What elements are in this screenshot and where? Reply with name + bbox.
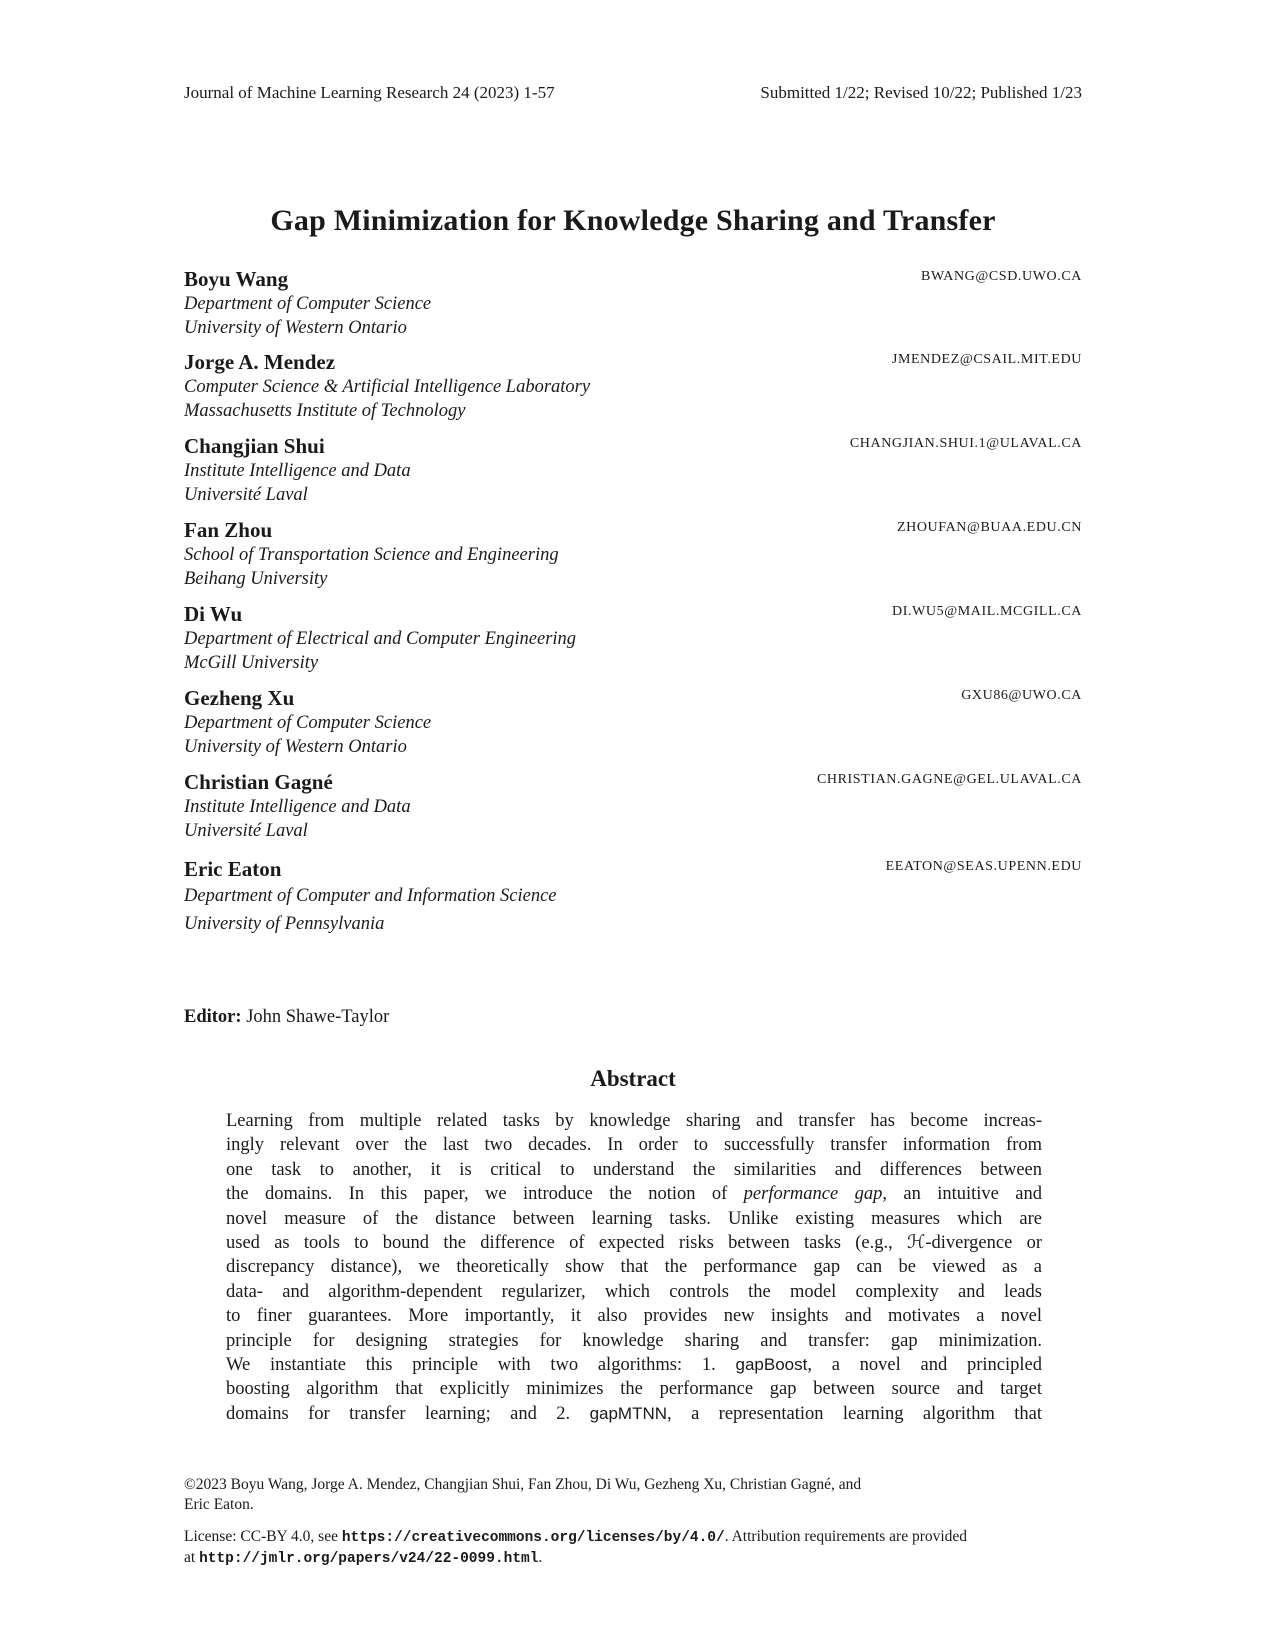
abstract-line: to finer guarantees. More importantly, it also provides new insights and motivates a novel [226,1306,1042,1327]
author-block [184,433,1082,507]
abstract-line: discrepancy distance), we theoretically show that the performance gap can be viewed as a [226,1257,1042,1278]
license-line [184,1548,1082,1569]
abstract-line [226,1182,1042,1206]
author-institution: University of Western Ontario [184,318,407,338]
author-institution: Université Laval [184,821,308,841]
abstract-line [226,1353,1042,1377]
abstract-text: , a representation learning algorithm that [667,1403,1042,1424]
author-name: Boyu Wang [184,267,289,291]
abstract-line [226,1402,1042,1426]
author-block [184,856,1082,938]
author-institution: Massachusetts Institute of Technology [184,401,466,421]
author-block [184,685,1082,759]
abstract-text: We instantiate this principle with two algorithms: 1. [226,1355,736,1376]
author-block [184,266,1082,340]
license-line [184,1527,1082,1548]
abstract-body [226,1109,1042,1426]
abstract-line: Learning from multiple related tasks by knowledge sharing and transfer has become increas- [226,1111,1042,1131]
algorithm-name: gapBoost [735,1355,808,1375]
abstract-line: data- and algorithm-dependent regularizer, which controls the model complexity and leads [226,1281,1042,1302]
author-name: Eric Eaton [184,857,282,881]
author-name: Fan Zhou [184,518,273,542]
paper-link[interactable]: http://jmlr.org/papers/v24/22-0099.html [199,1551,539,1567]
abstract-text: the domains. In this paper, we introduce the notion of [226,1184,744,1205]
author-block [184,601,1082,675]
abstract-line: used as tools to bound the difference of expected risks between tasks (e.g., ℋ-divergence or [226,1233,1042,1254]
author-email: CHANGJIAN.SHUI.1@ULAVAL.CA [849,436,1082,451]
author-institution: Beihang University [184,569,328,589]
author-block [184,517,1082,591]
license-notice [184,1527,1082,1569]
author-name: Gezheng Xu [184,686,295,710]
author-email: ZHOUFAN@BUAA.EDU.CN [896,520,1082,535]
author-department: School of Transportation Science and Engineering [184,545,559,565]
author-department: Institute Intelligence and Data [184,797,411,817]
license-link[interactable]: https://creativecommons.org/licenses/by/4.0/ [341,1530,725,1546]
abstract-text: , a novel and principled [807,1355,1042,1376]
author-department: Institute Intelligence and Data [184,461,411,481]
author-department: Department of Computer and Information Science [184,886,557,906]
license-text: at [184,1549,200,1566]
author-department: Computer Science & Artificial Intelligence Laboratory [184,377,591,397]
submission-dates: Submitted 1/22; Revised 10/22; Published 1/23 [760,83,1082,102]
author-department: Department of Computer Science [184,713,432,733]
author-institution: Université Laval [184,485,308,505]
author-department: Department of Electrical and Computer Engineering [184,629,577,649]
abstract-emphasis: performance gap [743,1184,883,1205]
algorithm-name: gapMTNN [589,1403,668,1423]
author-institution: University of Western Ontario [184,737,407,757]
author-email: JMENDEZ@CSAIL.MIT.EDU [891,352,1082,367]
copyright-line: Eric Eaton. [184,1496,254,1513]
license-text: . Attribution requirements are provided [724,1528,968,1545]
editor-name: John Shawe-Taylor [246,1007,390,1027]
abstract-line: principle for designing strategies for knowledge sharing and transfer: gap minimization. [226,1330,1042,1351]
author-email: EEATON@SEAS.UPENN.EDU [885,859,1082,874]
abstract-heading: Abstract [590,1066,676,1091]
abstract-line: novel measure of the distance between learning tasks. Unlike existing measures which are [226,1208,1042,1229]
author-name: Changjian Shui [184,434,325,458]
author-institution: University of Pennsylvania [184,914,385,934]
abstract-line: ingly relevant over the last two decades. In order to successfully transfer information from [226,1135,1042,1156]
abstract-text: , an intuitive and [882,1184,1042,1205]
license-text: License: CC-BY 4.0, see [184,1528,342,1545]
abstract-line: boosting algorithm that explicitly minimizes the performance gap between source and target [226,1379,1042,1400]
editor-line [184,1007,389,1028]
author-block [184,769,1082,843]
author-email: BWANG@CSD.UWO.CA [921,269,1082,284]
author-institution: McGill University [184,653,319,673]
abstract-text: domains for transfer learning; and 2. [226,1403,590,1424]
author-name: Di Wu [184,602,243,626]
author-email: GXU86@UWO.CA [961,688,1082,703]
copyright-line: ©2023 Boyu Wang, Jorge A. Mendez, Changjian Shui, Fan Zhou, Di Wu, Gezheng Xu, Christian Gagné, and [184,1476,862,1493]
journal-header: Journal of Machine Learning Research 24 (2023) 1-57 [184,83,555,102]
author-name: Jorge A. Mendez [184,350,336,374]
author-block [184,349,1082,423]
author-name: Christian Gagné [184,770,333,794]
author-email: CHRISTIAN.GAGNE@GEL.ULAVAL.CA [816,772,1082,787]
license-text: . [538,1549,543,1566]
author-department: Department of Computer Science [184,294,432,314]
paper-title: Gap Minimization for Knowledge Sharing and Transfer [270,204,996,237]
author-email: DI.WU5@MAIL.MCGILL.CA [892,604,1082,619]
editor-label: Editor: [184,1007,242,1027]
copyright-notice [184,1475,1082,1515]
abstract-line: one task to another, it is critical to understand the similarities and differences between [226,1159,1042,1180]
